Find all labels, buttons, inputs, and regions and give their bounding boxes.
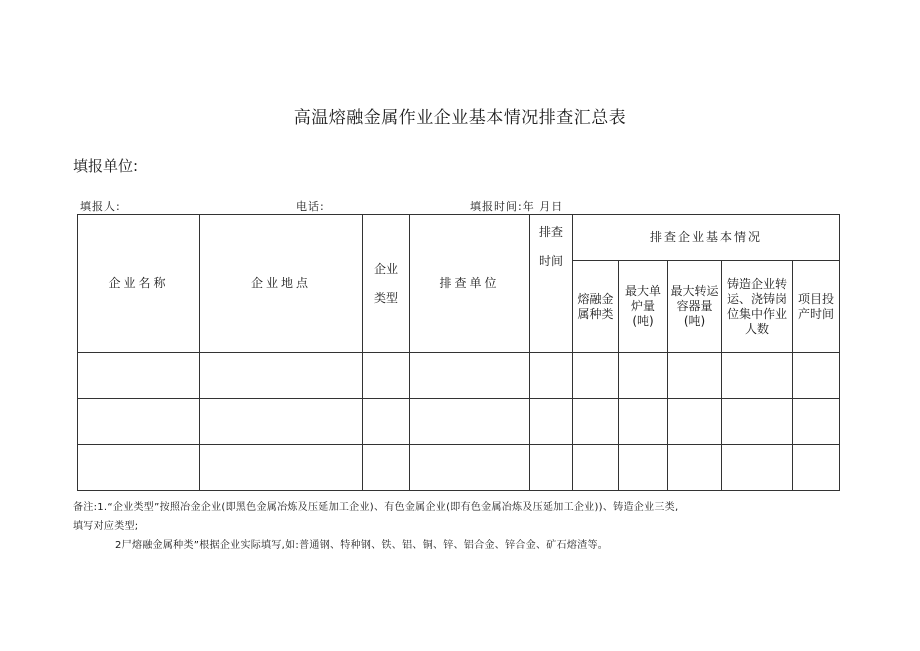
table-cell[interactable] (722, 353, 793, 399)
header-max-furnace (619, 261, 668, 353)
table-cell[interactable] (668, 399, 722, 445)
header-workers-line1: 铸造企业转 (726, 276, 787, 291)
header-inspect-time (530, 215, 573, 353)
table-cell[interactable] (363, 399, 410, 445)
filler-label: 填报人: (80, 200, 121, 213)
table-cell[interactable] (530, 445, 573, 491)
table-cell[interactable] (363, 353, 410, 399)
header-company-type (363, 215, 410, 353)
table-cell[interactable] (619, 445, 668, 491)
table-cell[interactable] (78, 399, 200, 445)
header-max-container-line1: 最大转运 (670, 284, 719, 298)
header-workers-line2: 运、浇铸岗 (726, 291, 787, 306)
phone-label: 电话: (296, 200, 325, 213)
table-cell[interactable] (363, 445, 410, 491)
table-cell[interactable] (722, 445, 793, 491)
header-company-type-line1: 企业 (373, 261, 398, 276)
table-cell[interactable] (78, 445, 200, 491)
table-row (78, 399, 840, 445)
header-max-container-line3: (吨) (683, 314, 706, 328)
header-workers-line4: 人数 (744, 321, 769, 336)
header-project-time-line2: 产时间 (798, 306, 835, 321)
fill-time-label: 填报时间:年 月日 (470, 200, 564, 213)
header-company-name: 企业名称 (78, 215, 200, 353)
header-workers (722, 261, 793, 353)
header-group-basic-info: 排查企业基本情况 (573, 215, 840, 261)
header-metal-type (573, 261, 619, 353)
table-cell[interactable] (573, 399, 619, 445)
header-workers-line3: 位集中作业 (726, 306, 787, 321)
header-metal-type-line2: 属种类 (577, 306, 614, 321)
table-cell[interactable] (668, 445, 722, 491)
table-cell[interactable] (619, 353, 668, 399)
header-max-furnace-line3: (吨) (632, 314, 654, 328)
table-cell[interactable] (793, 399, 840, 445)
note-line-1: 备注:1.“企业类型”按照冶金企业(即黑色金属冶炼及压延加工企业)、有色金属企业(即有色金属冶炼及压延加工企业))、铸造企业三类, (73, 502, 679, 513)
table-cell[interactable] (410, 399, 530, 445)
table-cell[interactable] (573, 445, 619, 491)
header-inspect-time-line2: 时间 (538, 254, 563, 268)
table-row (78, 445, 840, 491)
table-cell[interactable] (793, 353, 840, 399)
header-company-type-line2: 类型 (373, 290, 398, 305)
table-cell[interactable] (619, 399, 668, 445)
table-cell[interactable] (668, 353, 722, 399)
note-line-2: 2尸熔融金属种类”根据企业实际填写,如:普通钢、特种钢、铁、铝、铜、锌、铝合金、锌合金、矿石熔渣等。 (115, 540, 609, 551)
page-title: 高温熔融金属作业企业基本情况排查汇总表 (293, 108, 627, 128)
table-cell[interactable] (530, 353, 573, 399)
reporting-unit-label: 填报单位: (73, 157, 139, 175)
table-row (78, 353, 840, 399)
table-cell[interactable] (530, 399, 573, 445)
header-max-furnace-line1: 最大单 (624, 284, 661, 298)
table-cell[interactable] (793, 445, 840, 491)
note-line-1-continued: 填写对应类型; (73, 521, 139, 532)
table-cell[interactable] (573, 353, 619, 399)
table-cell[interactable] (722, 399, 793, 445)
header-max-furnace-line2: 炉量 (630, 299, 655, 313)
header-max-container (668, 261, 722, 353)
header-inspect-unit: 排查单位 (410, 215, 530, 353)
summary-table (77, 214, 840, 491)
table-cell[interactable] (410, 353, 530, 399)
table-cell[interactable] (200, 353, 363, 399)
header-metal-type-line1: 熔融金 (577, 291, 614, 306)
table-cell[interactable] (78, 353, 200, 399)
header-inspect-time-line1: 排查 (538, 225, 563, 239)
header-project-time (793, 261, 840, 353)
header-row-1 (78, 215, 840, 261)
header-project-time-line1: 项目投 (798, 291, 835, 306)
table-cell[interactable] (200, 399, 363, 445)
table-cell[interactable] (200, 445, 363, 491)
header-max-container-line2: 容器量 (676, 299, 713, 313)
table-cell[interactable] (410, 445, 530, 491)
header-company-address: 企业地点 (200, 215, 363, 353)
